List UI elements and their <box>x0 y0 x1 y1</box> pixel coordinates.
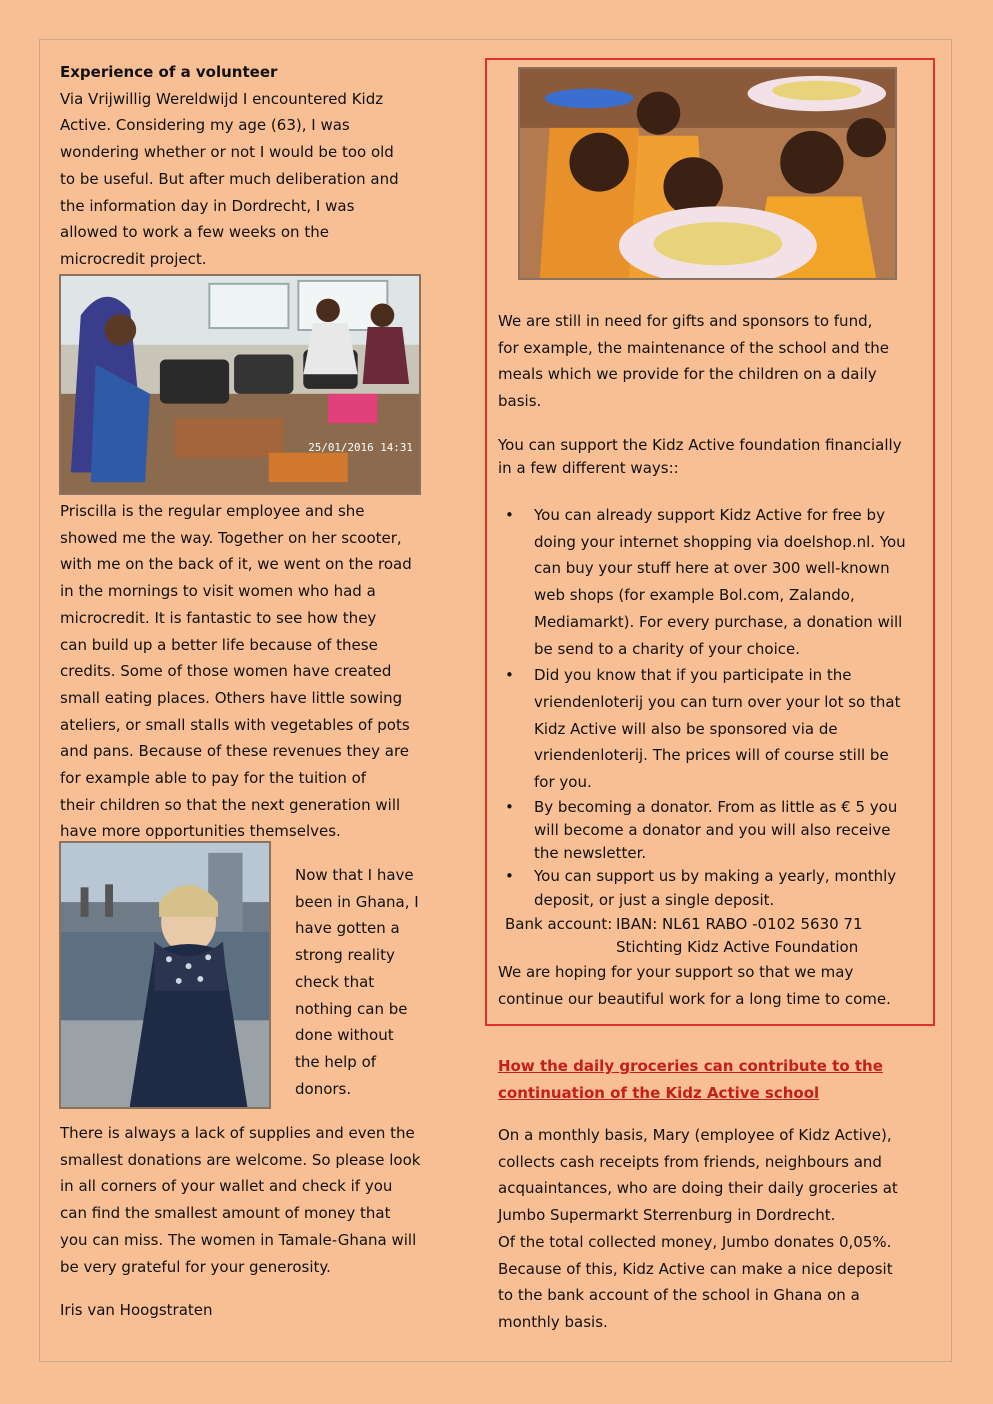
need-line: basis. <box>498 392 542 411</box>
closing-line: you can miss. The women in Tamale-Ghana will <box>60 1230 417 1249</box>
side-line: nothing can be <box>295 999 408 1018</box>
body-line: credits. Some of those women have created <box>60 662 392 681</box>
body-line: with me on the back of it, we went on the road <box>60 555 412 574</box>
signature: Iris van Hoogstraten <box>60 1301 213 1319</box>
closing-line: be very grateful for your generosity. <box>60 1257 331 1276</box>
children-meals-photo <box>518 67 897 280</box>
list-item: • By becoming a donator. From as little as € 5 you will become a donator and you will also receive the newsletter. <box>498 796 928 866</box>
volunteer-portrait-photo <box>59 841 271 1109</box>
side-line: check that <box>295 972 375 991</box>
photo-timestamp: 25/01/2016 14:31 <box>308 440 413 454</box>
body-line: small eating places. Others have little sowing <box>60 688 403 707</box>
need-line: We are still in need for gifts and sponsors to fund, <box>498 312 873 330</box>
intro-line: Via Vrijwillig Wereldwijd I encountered Kidz <box>60 89 384 108</box>
support-options-list <box>498 502 928 912</box>
intro-line: wondering whether or not I would be too old <box>60 143 394 162</box>
bank-iban: IBAN: NL61 RABO -0102 5630 71 <box>616 915 863 933</box>
ways-line: in a few different ways:: <box>498 459 679 477</box>
body-line: can build up a better life because of these <box>60 635 378 654</box>
groceries-paragraph <box>498 1122 928 1336</box>
groceries-line: to the bank account of the school in Ghana on a <box>498 1286 860 1305</box>
groceries-line: Because of this, Kidz Active can make a nice deposit <box>498 1259 893 1278</box>
side-line: Now that I have <box>295 866 414 884</box>
volunteer-section <box>60 59 432 273</box>
bank-account <box>505 913 863 959</box>
groceries-line: collects cash receipts from friends, neighbours and <box>498 1152 882 1171</box>
hoping-line: We are hoping for your support so that we may <box>498 963 854 981</box>
body-line: have more opportunities themselves. <box>60 822 341 841</box>
groceries-line: monthly basis. <box>498 1312 608 1331</box>
side-line: donors. <box>295 1079 352 1098</box>
side-note <box>295 862 440 1102</box>
priscilla-section <box>60 498 432 845</box>
body-line: showed me the way. Together on her scooter, <box>60 528 402 547</box>
intro-line: microcredit project. <box>60 249 207 268</box>
intro-line: the information day in Dordrecht, I was <box>60 196 355 215</box>
side-line: done without <box>295 1026 394 1045</box>
sewing-workshop-photo <box>59 274 421 495</box>
groceries-line: Of the total collected money, Jumbo donates 0,05%. <box>498 1232 892 1251</box>
body-line: microcredit. It is fantastic to see how they <box>60 608 377 627</box>
side-line: strong reality <box>295 946 395 965</box>
closing-line: smallest donations are welcome. So please look <box>60 1150 421 1169</box>
intro-line: Active. Considering my age (63), I was <box>60 116 350 135</box>
need-line: for example, the maintenance of the school and the <box>498 338 889 357</box>
body-line: and pans. Because of these revenues they are <box>60 742 410 761</box>
hoping-line: continue our beautiful work for a long time to come. <box>498 989 891 1008</box>
need-line: meals which we provide for the children on a daily <box>498 365 877 384</box>
closing-line: There is always a lack of supplies and even the <box>60 1124 415 1142</box>
closing-line: can find the smallest amount of money that <box>60 1204 391 1223</box>
closing-line: in all corners of your wallet and check if you <box>60 1177 393 1196</box>
list-item: • You can already support Kidz Active for free by doing your internet shopping via doelshop.nl. You can buy your stuff here at over 300 well-known web shops (for example Bol.com, Zalando, Mediamarkt). For every purchase, a donation will be send to a charity of your choice. <box>498 502 928 662</box>
side-line: been in Ghana, I <box>295 892 419 911</box>
intro-line: allowed to work a few weeks on the <box>60 223 329 242</box>
groceries-line: acquaintances, who are doing their daily groceries at <box>498 1179 898 1198</box>
closing-section <box>60 1120 432 1280</box>
ways-line: You can support the Kidz Active foundation financially <box>498 436 902 454</box>
groceries-line: Jumbo Supermarkt Sterrenburg in Dordrecht. <box>498 1206 836 1225</box>
bank-name: Stichting Kidz Active Foundation <box>616 938 859 957</box>
volunteer-heading: Experience of a volunteer <box>60 63 278 81</box>
side-line: have gotten a <box>295 919 400 938</box>
body-line: for example able to pay for the tuition of <box>60 769 367 788</box>
groceries-line: On a monthly basis, Mary (employee of Kidz Active), <box>498 1126 892 1144</box>
intro-line: to be useful. But after much deliberation and <box>60 169 399 188</box>
ways-paragraph <box>498 434 928 480</box>
body-line: ateliers, or small stalls with vegetables of pots <box>60 715 410 734</box>
bank-label: Bank account: <box>505 915 613 933</box>
list-item: • You can support us by making a yearly, monthly deposit, or just a single deposit. <box>498 865 928 911</box>
body-line: their children so that the next generation will <box>60 795 401 814</box>
body-line: in the mornings to visit women who had a <box>60 582 376 601</box>
side-line: the help of <box>295 1052 377 1071</box>
list-item: • Did you know that if you participate in the vriendenloterij you can turn over your lot so that Kidz Active will also be sponsored via de vriendenloterij. The prices will of course still be for you. <box>498 662 928 796</box>
groceries-heading: How the daily groceries can contribute to the continuation of the Kidz Active school <box>498 1057 883 1102</box>
need-paragraph <box>498 308 928 415</box>
hoping-paragraph <box>498 959 928 1012</box>
body-line: Priscilla is the regular employee and she <box>60 502 365 520</box>
